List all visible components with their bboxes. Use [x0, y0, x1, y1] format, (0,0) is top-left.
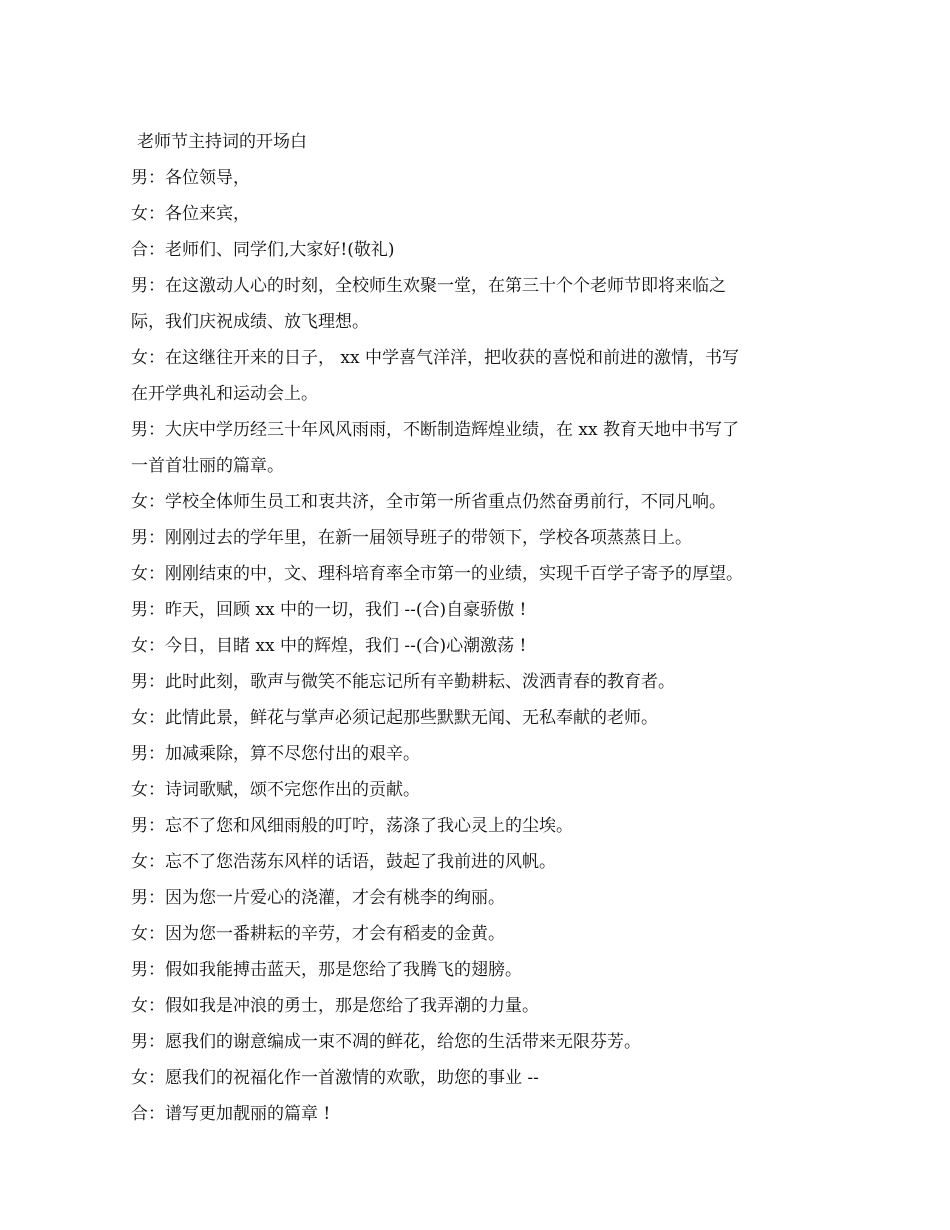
dialogue-line: 男：大庆中学历经三十年风风雨雨，不断制造辉煌业绩，在 xx 教育天地中书写了 [131, 420, 739, 440]
dialogue-paragraph [131, 916, 821, 952]
dialogue-line: 女：诗词歌赋，颂不完您作出的贡献。 [131, 780, 420, 800]
dialogue-line: 女：各位来宾， [131, 204, 250, 224]
dialogue-paragraph [131, 484, 821, 520]
dialogue-paragraph [131, 952, 821, 988]
dialogue-paragraph [131, 592, 821, 628]
dialogue-paragraph [131, 1060, 821, 1096]
dialogue-line: 女：学校全体师生员工和衷共济，全市第一所省重点仍然奋勇前行，不同凡响。 [131, 492, 726, 512]
dialogue-line: 女：此情此景，鲜花与掌声必须记起那些默默无闻、无私奉献的老师。 [131, 708, 658, 728]
dialogue-paragraph [131, 844, 821, 880]
dialogue-paragraph [131, 808, 821, 844]
document-title: 老师节主持词的开场白 [137, 132, 307, 152]
dialogue-line: 女：因为您一番耕耘的辛劳，才会有稻麦的金黄。 [131, 924, 505, 944]
dialogue-paragraph [131, 412, 821, 484]
dialogue-line: 男：愿我们的谢意编成一束不凋的鲜花，给您的生活带来无限芬芳。 [131, 1032, 641, 1052]
dialogue-paragraph [131, 556, 821, 592]
dialogue-paragraph [131, 736, 821, 772]
dialogue-paragraph [131, 1096, 821, 1132]
dialogue-line: 女：在这继往开来的日子， xx 中学喜气洋洋，把收获的喜悦和前进的激情，书写 [131, 348, 739, 368]
dialogue-paragraph [131, 988, 821, 1024]
dialogue-line: 男：此时此刻，歌声与微笑不能忘记所有辛勤耕耘、泼洒青春的教育者。 [131, 672, 675, 692]
dialogue-line: 男：昨天，回顾 xx 中的一切，我们 --(合)自豪骄傲 ! [131, 600, 527, 620]
dialogue-line: 女：今日，目睹 xx 中的辉煌，我们 --(合)心潮激荡 ! [131, 636, 527, 656]
dialogue-paragraph [131, 160, 821, 196]
dialogue-paragraph [131, 880, 821, 916]
dialogue-paragraph [131, 520, 821, 556]
dialogue-line: 在开学典礼和运动会上。 [131, 384, 318, 404]
dialogue-line: 男：忘不了您和风细雨般的叮咛，荡涤了我心灵上的尘埃。 [131, 816, 573, 836]
dialogue-line: 一首首壮丽的篇章。 [131, 456, 284, 476]
dialogue-paragraph [131, 664, 821, 700]
dialogue-line: 合：谱写更加靓丽的篇章 ! [131, 1104, 331, 1124]
dialogue-line: 女：假如我是冲浪的勇士，那是您给了我弄潮的力量。 [131, 996, 539, 1016]
dialogue-line: 男：在这激动人心的时刻，全校师生欢聚一堂，在第三十个个老师节即将来临之 [131, 276, 726, 296]
dialogue-paragraph [131, 340, 821, 412]
dialogue-line: 际，我们庆祝成绩、放飞理想。 [131, 312, 369, 332]
dialogue-line: 男：刚刚过去的学年里，在新一届领导班子的带领下，学校各项蒸蒸日上。 [131, 528, 692, 548]
dialogue-paragraph [131, 628, 821, 664]
dialogue-paragraph [131, 700, 821, 736]
script-paragraphs [131, 160, 821, 1132]
dialogue-line: 合：老师们、同学们,大家好!(敬礼) [131, 240, 395, 260]
dialogue-paragraph [131, 196, 821, 232]
dialogue-line: 女：愿我们的祝福化作一首激情的欢歌，助您的事业 -- [131, 1068, 539, 1088]
dialogue-line: 男：加减乘除，算不尽您付出的艰辛。 [131, 744, 420, 764]
dialogue-line: 女：忘不了您浩荡东风样的话语，鼓起了我前进的风帆。 [131, 852, 556, 872]
dialogue-line: 男：假如我能搏击蓝天，那是您给了我腾飞的翅膀。 [131, 960, 522, 980]
dialogue-paragraph [131, 268, 821, 340]
document-body [131, 124, 821, 1132]
dialogue-paragraph [131, 1024, 821, 1060]
dialogue-line: 男：因为您一片爱心的浇灌，才会有桃李的绚丽。 [131, 888, 505, 908]
dialogue-paragraph [131, 232, 821, 268]
dialogue-line: 男：各位领导， [131, 168, 250, 188]
dialogue-paragraph [131, 772, 821, 808]
dialogue-line: 女：刚刚结束的中，文、理科培育率全市第一的业绩，实现千百学子寄予的厚望。 [131, 564, 743, 584]
